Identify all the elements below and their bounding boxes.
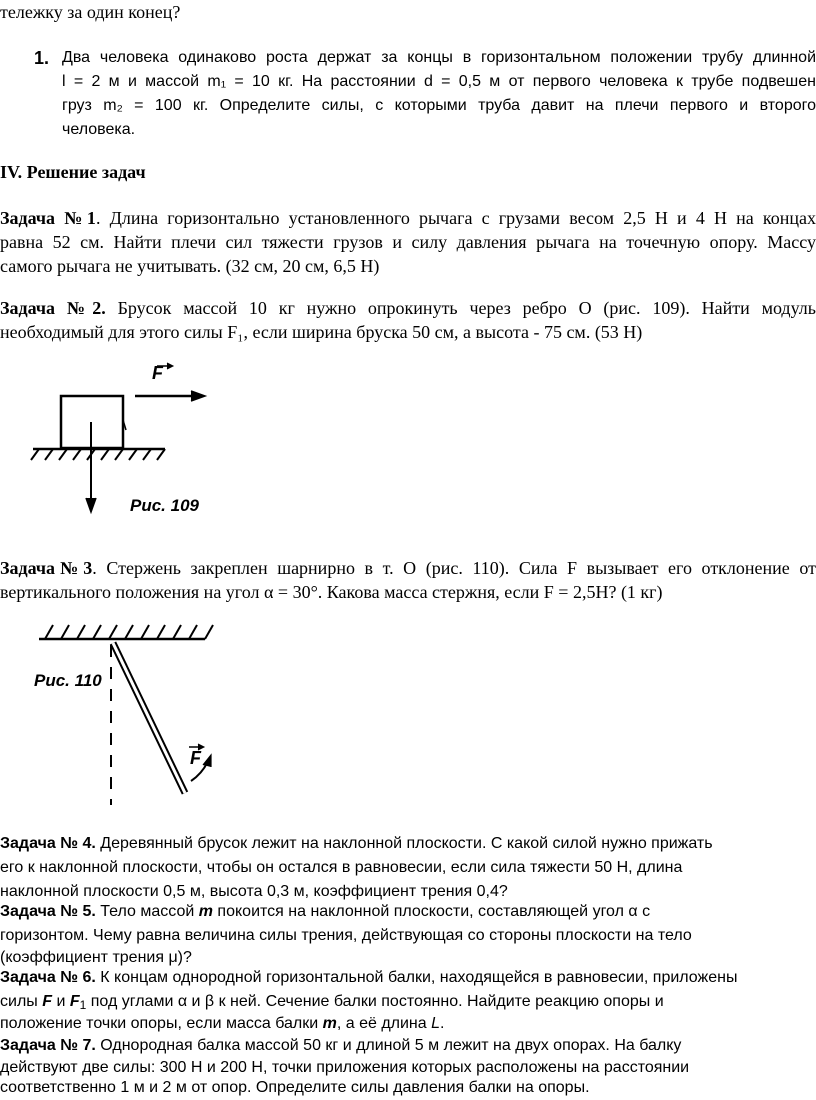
- task-6-length-symbol: L: [431, 1015, 441, 1032]
- top-line-text: тележку за один конец?: [0, 2, 181, 22]
- task-6-label: Задача № 6.: [0, 969, 96, 986]
- figure-110: [25, 615, 225, 810]
- task-3-line-2: вертикального положения на угол α = 30°. Какова масса стержня, если F = 2,5Н? (1 кг): [0, 582, 663, 602]
- task-6-text-3a: положение точки опоры, если масса балки: [0, 1015, 323, 1032]
- task-6-text-1: К концам однородной горизонтальной балки, находящейся в равновесии, приложены: [95, 969, 738, 986]
- task-7-text-1: Однородная балка массой 50 кг и длиной 5 м лежит на двух опорах. На балку: [95, 1037, 682, 1054]
- task-6-mass-symbol: m: [322, 1015, 337, 1032]
- figure-109-caption: Рис. 109: [130, 496, 199, 515]
- task-7-label: Задача № 7.: [0, 1037, 96, 1054]
- task-4-line-3: наклонной плоскости 0,5 м, высота 0,3 м, коэффициент трения 0,4?: [0, 883, 508, 900]
- task-4-line-1: [0, 832, 816, 856]
- figure-109-force-label: F: [152, 363, 163, 383]
- task-2-text-1: Брусок массой 10 кг нужно опрокинуть через ребро О (рис. 109). Найти модуль: [105, 298, 816, 318]
- task-5-text-b: покоится на наклонной плоскости, составляющей угол α с: [212, 903, 651, 920]
- item-1-line-2: l = 2 м и массой m₁ = 10 кг. На расстоянии d = 0,5 м от первого человека к трубе подвешен: [62, 73, 816, 90]
- task-2-label: Задача №2.: [0, 298, 106, 318]
- section-heading: [0, 160, 816, 184]
- task-1-line-1: [0, 206, 816, 230]
- ceiling-hatching: [45, 625, 213, 639]
- task-6-force-f1: F: [69, 993, 80, 1010]
- task-7-line-2: действуют две силы: 300 Н и 200 Н, точки приложения которых расположены на расстоянии: [0, 1059, 690, 1076]
- task-6-text-3c: .: [440, 1015, 445, 1032]
- figure-110-force-label: F: [190, 748, 201, 768]
- section-heading-text: IV. Решение задач: [0, 162, 146, 182]
- task-4-label: Задача № 4.: [0, 835, 96, 852]
- task-6-line-3: [0, 1012, 816, 1036]
- top-line: [0, 0, 816, 24]
- task-6-force-f1-sub: 1: [79, 998, 87, 1012]
- task-6-text-2b: и: [52, 993, 70, 1010]
- ground-hatching: [31, 449, 165, 460]
- task-1-line-3: самого рычага не учитывать. (32 см, 20 см, 6,5 Н): [0, 256, 380, 276]
- task-5-mass-symbol: m: [198, 903, 213, 920]
- task-6-text-3b: , а её длина: [336, 1015, 432, 1032]
- task-2-line-1: [0, 296, 816, 320]
- item-1-line-1: Два человека одинаково роста держат за концы в горизонтальном положении трубу длинной: [62, 49, 816, 66]
- task-1-line-2: равна 52 см. Найти плечи сил тяжести грузов и силу давления рычага на точечную опору. Массу: [0, 232, 816, 252]
- item-1-line-3: груз m₂ = 100 кг. Определите силы, с которыми труба давит на плечи первого и второго: [62, 97, 816, 114]
- task-7-line-1: [0, 1034, 816, 1058]
- task-1-text-1: . Длина горизонтально установленного рычага с грузами весом 2,5 Н и 4 Н на концах: [95, 208, 816, 228]
- task-5-line-3: (коэффициент трения μ)?: [0, 949, 192, 966]
- task-3-label: Задача№3: [0, 558, 93, 578]
- task-5-label: Задача № 5.: [0, 903, 96, 920]
- task-5-line-1: [0, 900, 816, 924]
- task-4-line-2: его к наклонной плоскости, чтобы он остался в равновесии, если сила тяжести 50 Н, длина: [0, 859, 683, 876]
- item-1-line-4: человека.: [62, 121, 136, 138]
- task-4-text-1: Деревянный брусок лежит на наклонной плоскости. С какой силой нужно прижать: [95, 835, 713, 852]
- task-6-text-2c: под углами α и β к ней. Сечение балки постоянно. Найдите реакцию опоры и: [86, 993, 664, 1010]
- task-6-text-2a: силы: [0, 993, 43, 1010]
- item-1-number: 1.: [34, 48, 50, 68]
- task-3-line-1: [0, 556, 816, 580]
- task-3-text-1: . Стержень закреплен шарнирно в т. О (рис. 110). Сила F вызывает его отклонение от: [92, 558, 816, 578]
- task-6-line-1: [0, 966, 816, 990]
- task-7-line-3: соответственно 1 м и 2 м от опор. Определите силы давления балки на опоры.: [0, 1079, 590, 1096]
- figure-110-caption: Рис. 110: [34, 671, 102, 690]
- task-5-text-a: Тело массой: [95, 903, 199, 920]
- task-5-line-2: горизонтом. Чему равна величина силы трения, действующая со стороны плоскости на тело: [0, 927, 692, 944]
- task-2-line-2: необходимый для этого силы F₁, если ширина бруска 50 см, а высота - 75 см. (53 Н): [0, 322, 643, 342]
- rod-fill: [113, 643, 185, 793]
- task-1-label: Задача №1: [0, 208, 96, 228]
- task-6-force-f: F: [42, 993, 52, 1010]
